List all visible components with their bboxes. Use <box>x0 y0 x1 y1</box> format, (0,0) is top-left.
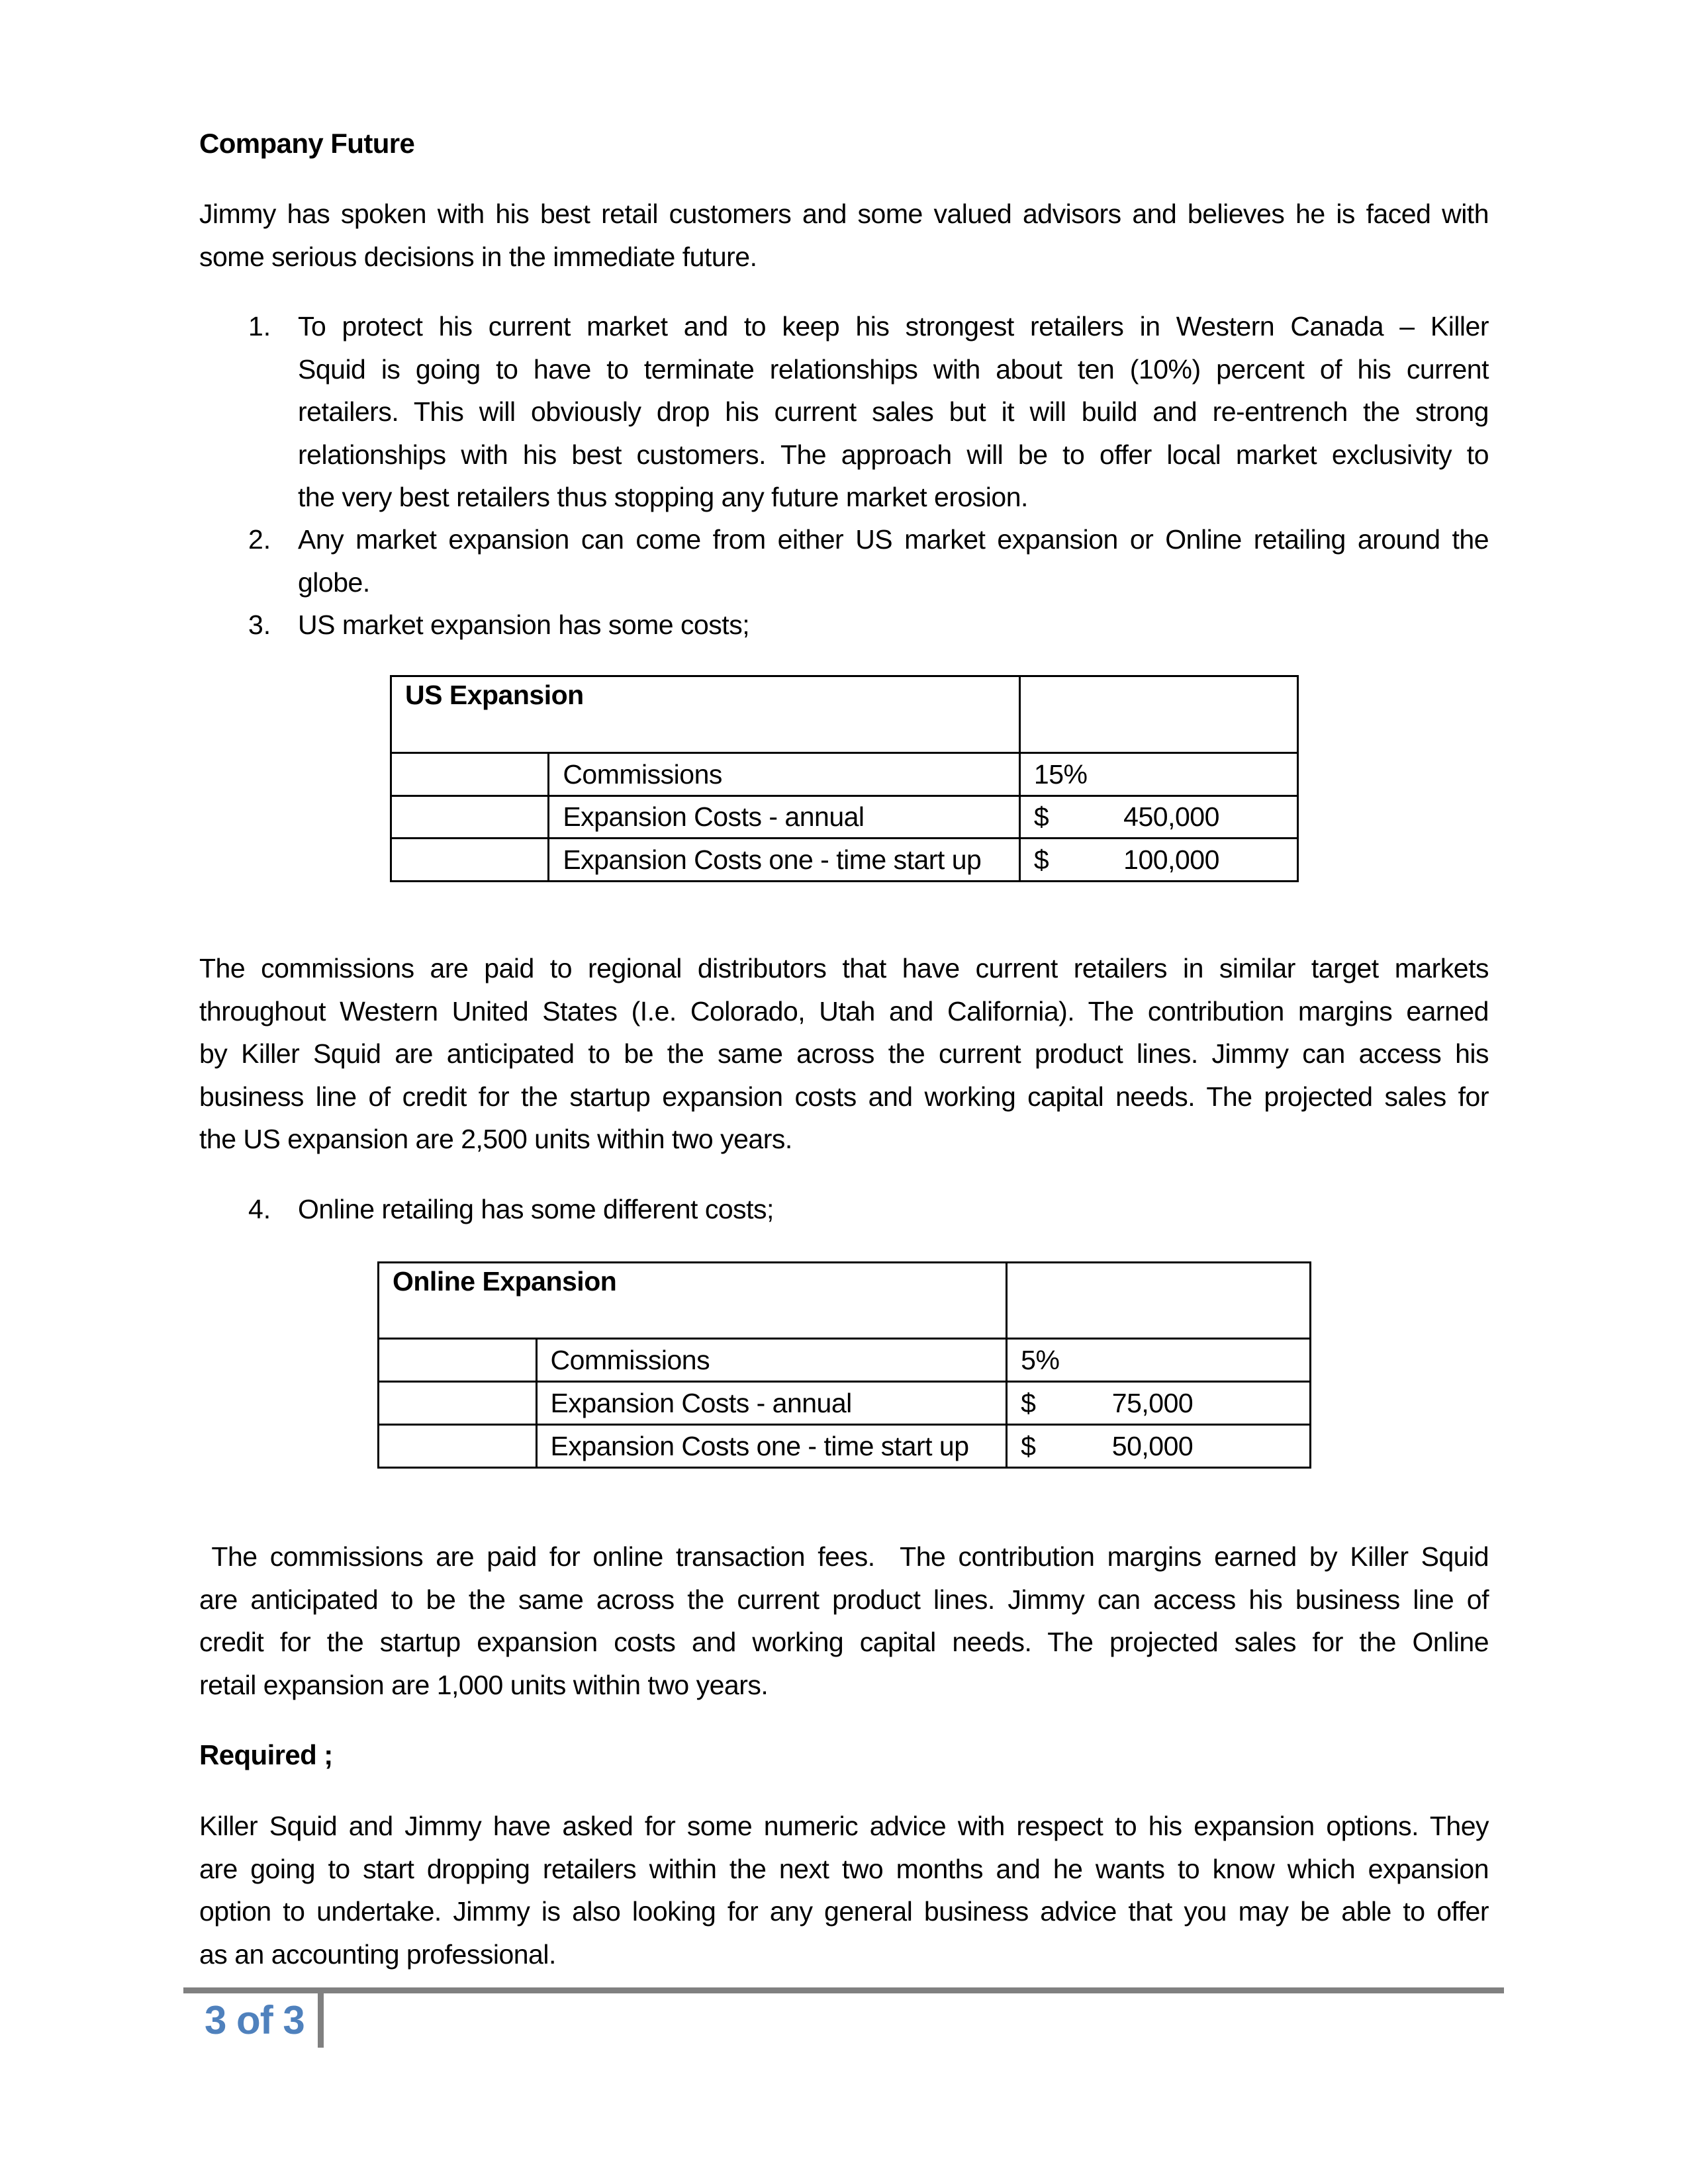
row-label: Commissions <box>536 1339 1007 1382</box>
paragraph-line: business line of credit for the startup expansion costs and working capital needs. The projected sales for <box>199 1081 1489 1112</box>
table-cell-empty <box>1019 676 1297 753</box>
list-number-4: 4. <box>248 1194 271 1224</box>
table-cell-empty <box>379 1425 537 1468</box>
list-number-2: 2. <box>248 524 271 555</box>
paragraph-line: The commissions are paid to regional distributors that have current retailers in similar target markets <box>199 953 1489 983</box>
row-value: 15% <box>1019 753 1297 796</box>
row-label: Commissions <box>549 753 1020 796</box>
table-cell-empty <box>379 1382 537 1425</box>
paragraph-line: are going to start dropping retailers within the next two months and he wants to know which expansion <box>199 1853 1489 1884</box>
row-value <box>1007 1382 1311 1425</box>
list-line: Squid is going to have to terminate relationships with about ten (10%) percent of his current <box>298 353 1489 385</box>
amount: 50,000 <box>1111 1430 1194 1461</box>
list-number-1: 1. <box>248 311 271 341</box>
table-row <box>391 753 1298 796</box>
amount: 75,000 <box>1111 1387 1194 1418</box>
table-cell-empty <box>391 796 549 839</box>
row-label: Expansion Costs - annual <box>536 1382 1007 1425</box>
table-cell-empty <box>391 753 549 796</box>
list-line: retailers. This will obviously drop his current sales but it will build and re-entrench the strong <box>298 396 1489 427</box>
row-label: Expansion Costs - annual <box>549 796 1020 839</box>
intro-paragraph <box>199 193 1489 278</box>
currency-symbol: $ <box>1033 801 1049 832</box>
list-line: To protect his current market and to keep his strongest retailers in Western Canada – Killer <box>298 311 1489 341</box>
list-line: relationships with his best customers. The approach will be to offer local market exclusivity to <box>298 439 1489 470</box>
row-value <box>1007 1425 1311 1468</box>
row-value <box>1019 839 1297 882</box>
footer-rule <box>183 1987 1504 1993</box>
list-line: the very best retailers thus stopping any future market erosion. <box>298 482 1028 512</box>
list-number-3: 3. <box>248 610 271 640</box>
required-paragraph <box>199 1805 1489 1976</box>
amount: 100,000 <box>1123 844 1219 875</box>
row-value <box>1019 796 1297 839</box>
list-item-3 <box>298 604 1489 647</box>
intro-line: some serious decisions in the immediate future. <box>199 241 757 272</box>
table-row <box>379 1382 1311 1425</box>
list-item-4 <box>298 1188 1489 1231</box>
list-line: US market expansion has some costs; <box>298 610 750 640</box>
table-row <box>379 1425 1311 1468</box>
us-expansion-paragraph <box>199 947 1489 1161</box>
online-expansion-paragraph <box>199 1535 1489 1706</box>
footer-divider <box>318 1993 324 2048</box>
paragraph-line: by Killer Squid are anticipated to be the same across the current product lines. Jimmy can access his <box>199 1038 1489 1069</box>
paragraph-line: throughout Western United States (I.e. Colorado, Utah and California). The contribution margins earned <box>199 995 1489 1026</box>
paragraph-line: option to undertake. Jimmy is also looking for any general business advice that you may be able to offer <box>199 1896 1489 1927</box>
paragraph-line: are anticipated to be the same across the current product lines. Jimmy can access his business line of <box>199 1584 1489 1615</box>
currency-symbol: $ <box>1021 1430 1036 1461</box>
table-row <box>391 839 1298 882</box>
paragraph-line: Killer Squid and Jimmy have asked for some numeric advice with respect to his expansion options. They <box>199 1811 1489 1841</box>
row-label: Expansion Costs one - time start up <box>536 1425 1007 1468</box>
paragraph-line: the US expansion are 2,500 units within two years. <box>199 1124 792 1154</box>
online-expansion-table <box>377 1261 1311 1469</box>
row-label: Expansion Costs one - time start up <box>549 839 1020 882</box>
required-heading: Required ; <box>199 1739 333 1770</box>
currency-symbol: $ <box>1033 844 1049 875</box>
table-row <box>391 796 1298 839</box>
paragraph-line: retail expansion are 1,000 units within two years. <box>199 1669 769 1700</box>
us-expansion-table <box>390 675 1299 882</box>
section-title: Company Future <box>199 128 415 159</box>
list-item-1 <box>298 305 1489 519</box>
row-value: 5% <box>1007 1339 1311 1382</box>
table-cell-empty <box>379 1339 537 1382</box>
table-row <box>379 1339 1311 1382</box>
table-title: Online Expansion <box>379 1263 1007 1339</box>
list-item-2 <box>298 518 1489 604</box>
page-number: 3 of 3 <box>205 1998 305 2042</box>
list-line: Online retailing has some different costs; <box>298 1194 774 1224</box>
paragraph-line: The commissions are paid for online transaction fees. The contribution margins earned by Killer Squid <box>199 1541 1489 1572</box>
list-line: Any market expansion can come from either US market expansion or Online retailing around the <box>298 524 1489 555</box>
paragraph-line: credit for the startup expansion costs and working capital needs. The projected sales for the Online <box>199 1627 1489 1657</box>
table-title: US Expansion <box>391 676 1020 753</box>
paragraph-line: as an accounting professional. <box>199 1938 556 1970</box>
table-header-row <box>379 1263 1311 1339</box>
list-line: globe. <box>298 567 370 598</box>
table-cell-empty <box>391 839 549 882</box>
table-header-row <box>391 676 1298 753</box>
amount: 450,000 <box>1123 801 1219 832</box>
currency-symbol: $ <box>1021 1387 1036 1418</box>
table-cell-empty <box>1007 1263 1311 1339</box>
intro-line: Jimmy has spoken with his best retail customers and some valued advisors and believes he is faced with <box>199 199 1489 229</box>
